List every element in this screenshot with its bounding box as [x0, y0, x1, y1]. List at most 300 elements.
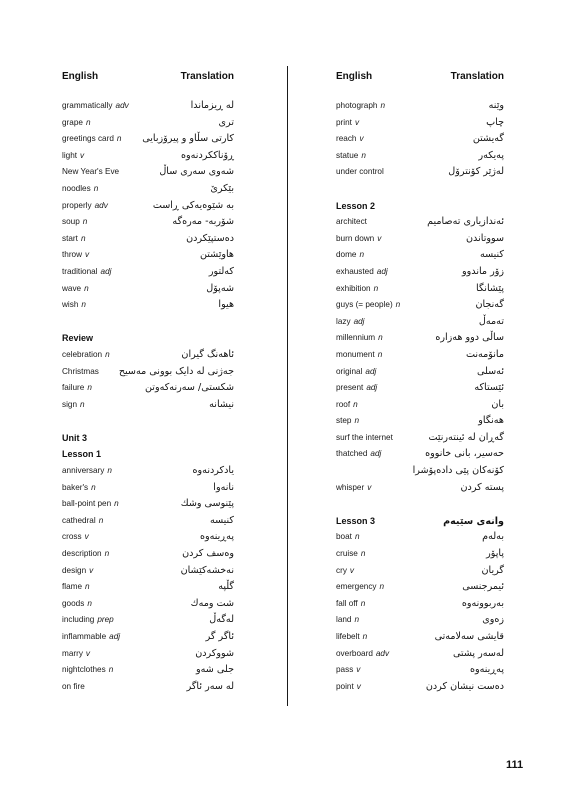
glossary-entry — [336, 364, 504, 381]
term-word: ball-point pen — [62, 499, 112, 509]
english-term — [62, 98, 129, 115]
glossary-entry — [336, 430, 504, 447]
translation-text: گڵپە — [218, 581, 234, 593]
term-word: wish — [62, 300, 79, 310]
translation-text: گەیشتن — [472, 133, 504, 145]
english-term — [62, 596, 92, 613]
glossary-entry — [62, 397, 234, 414]
part-of-speech: n — [353, 399, 358, 409]
section-heading-row — [336, 513, 504, 530]
translation-text: قایشی سەلامەتی — [434, 631, 504, 642]
glossary-entry — [336, 281, 504, 298]
translation-text: کەلتور — [208, 265, 234, 277]
glossary-entry — [336, 231, 504, 248]
term-word: reach — [336, 134, 357, 144]
term-word: flame — [62, 582, 83, 592]
glossary-entry — [336, 612, 504, 629]
glossary-entry — [62, 380, 234, 397]
part-of-speech: n — [360, 549, 366, 559]
part-of-speech: v — [359, 134, 364, 144]
english-term — [336, 364, 376, 381]
glossary-entry — [62, 347, 234, 364]
glossary-entry — [336, 529, 504, 546]
term-word: whisper — [336, 482, 365, 492]
glossary-entry — [336, 131, 504, 148]
english-term — [62, 364, 99, 381]
part-of-speech: n — [98, 515, 104, 525]
english-term — [336, 281, 378, 298]
part-of-speech: n — [82, 217, 88, 227]
term-word: noodles — [62, 183, 91, 193]
glossary-entry — [336, 264, 504, 281]
glossary-entry — [336, 629, 504, 646]
term-word: overboard — [336, 648, 373, 658]
term-word: burn down — [336, 233, 375, 243]
glossary-entry — [62, 297, 234, 314]
part-of-speech: n — [116, 134, 122, 144]
english-term — [336, 430, 393, 447]
glossary-entry — [336, 446, 504, 463]
term-word: point — [336, 681, 354, 691]
english-term — [62, 247, 89, 264]
glossary-entry — [62, 98, 234, 115]
english-term — [62, 496, 119, 513]
part-of-speech: n — [108, 665, 114, 675]
translation-text: تری — [218, 116, 234, 128]
term-word: throw — [62, 250, 83, 260]
part-of-speech: prep — [97, 615, 114, 625]
part-of-speech: n — [91, 482, 96, 492]
english-term — [336, 264, 388, 281]
english-header: English — [336, 71, 373, 82]
part-of-speech: n — [87, 383, 92, 393]
glossary-entry — [336, 546, 504, 563]
part-of-speech: v — [367, 482, 372, 492]
part-of-speech: adv — [375, 648, 390, 658]
english-term — [336, 446, 381, 463]
translation-text: بەلەم — [482, 531, 504, 543]
part-of-speech: n — [85, 582, 90, 592]
glossary-entry — [336, 330, 504, 347]
english-term — [62, 513, 103, 530]
section-heading-translation: وانەی سێیەم — [443, 515, 504, 527]
translation-text: بان — [491, 398, 504, 410]
part-of-speech: adj — [370, 449, 382, 459]
english-term — [336, 529, 360, 546]
english-term — [336, 662, 360, 679]
english-term — [336, 314, 365, 331]
glossary-entry — [336, 214, 504, 231]
glossary-entry — [62, 496, 234, 513]
translation-text: دەست نیشان کردن — [425, 680, 504, 692]
translation-text: ئێستاکە — [474, 382, 504, 394]
term-word: soup — [62, 217, 80, 227]
term-word: nightclothes — [62, 665, 106, 675]
glossary-entry — [336, 148, 504, 165]
english-term — [336, 231, 381, 248]
english-term — [62, 679, 85, 696]
translation-text: جلی شەو — [196, 664, 234, 676]
glossary-entry-continuation — [336, 463, 504, 480]
part-of-speech: v — [80, 150, 85, 160]
translation-text: ڕۆناککردنەوە — [181, 149, 234, 161]
term-word: original — [336, 366, 363, 376]
translation-text: لەژێر کۆنترۆل — [448, 166, 504, 178]
spacer — [336, 181, 504, 198]
english-term — [336, 98, 385, 115]
translation-text: پێنوسی وشك — [180, 498, 234, 510]
translation-text: ساڵی دوو هەزارە — [435, 332, 504, 344]
term-word: cry — [336, 565, 347, 575]
translation-text: پەیکەر — [478, 149, 504, 161]
english-term — [336, 679, 361, 696]
english-term — [62, 148, 84, 165]
translation-text: کارتی سڵاو و پیرۆزبایی — [142, 133, 234, 145]
english-term — [62, 662, 113, 679]
glossary-entry — [336, 596, 504, 613]
part-of-speech: n — [360, 598, 366, 608]
translation-text: بە شێوەیەکی ڕاست — [152, 199, 234, 211]
glossary-entry — [62, 115, 234, 132]
term-word: description — [62, 549, 102, 559]
english-term — [336, 148, 366, 165]
translation-text: دەستپێکردن — [186, 232, 234, 244]
part-of-speech: adj — [100, 266, 112, 276]
translation-text: پەڕینەوە — [199, 531, 234, 543]
section-heading: Lesson 2 — [336, 200, 376, 211]
glossary-entry — [336, 314, 504, 331]
term-word: grammatically — [62, 101, 113, 110]
translation-text: جەژنی لە دایک بوونی مەسیح — [118, 365, 234, 377]
translation-text: نانەوا — [213, 481, 234, 493]
term-word: millennium — [336, 333, 376, 343]
glossary-entry — [62, 596, 234, 613]
part-of-speech: n — [380, 101, 385, 110]
term-word: sign — [62, 399, 78, 409]
term-word: statue — [336, 150, 359, 160]
part-of-speech: n — [105, 349, 110, 359]
english-term — [62, 646, 90, 663]
english-term — [336, 115, 359, 132]
english-term — [62, 579, 90, 596]
english-term — [62, 397, 85, 414]
part-of-speech: n — [373, 283, 379, 293]
translation-text: گەنجان — [475, 299, 504, 311]
glossary-entry — [62, 214, 234, 231]
glossary-entry — [62, 164, 234, 181]
translation-text: بەربوونەوە — [461, 597, 504, 609]
english-term — [62, 380, 92, 397]
left-glossary-column — [62, 70, 234, 695]
translation-text: لەسەر پشتی — [452, 647, 504, 659]
left-entry-list — [62, 98, 234, 695]
translation-header: Translation — [450, 71, 504, 82]
translation-text: ئەندازیاری تەصامیم — [427, 216, 504, 228]
translation-text: هەنگاو — [478, 415, 504, 427]
part-of-speech: n — [87, 598, 92, 608]
glossary-entry — [336, 413, 504, 430]
translation-text: ئەسلی — [476, 365, 504, 377]
part-of-speech: adj — [366, 383, 378, 393]
english-term — [336, 214, 367, 231]
part-of-speech: n — [359, 250, 365, 260]
term-word: lifebelt — [336, 632, 360, 641]
translation-text: لەگەڵ — [209, 614, 234, 626]
term-word: cathedral — [62, 515, 96, 525]
glossary-entry — [336, 397, 504, 414]
glossary-entry — [336, 297, 504, 314]
part-of-speech: v — [356, 681, 361, 691]
part-of-speech: v — [84, 532, 89, 542]
glossary-entry — [62, 480, 234, 497]
term-word: start — [62, 233, 78, 243]
part-of-speech: adv — [94, 200, 108, 210]
translation-text: حەسیر، بانی خانووە — [425, 448, 504, 460]
part-of-speech: n — [104, 549, 110, 559]
glossary-entry — [62, 148, 234, 165]
glossary-entry — [336, 115, 504, 132]
glossary-entry — [336, 98, 504, 115]
translation-text: نەخشەکێشان — [180, 564, 234, 576]
glossary-entry — [62, 231, 234, 248]
term-word: surf the internet — [336, 432, 393, 442]
term-word: grape — [62, 117, 83, 127]
glossary-entry — [62, 612, 234, 629]
english-term — [62, 629, 120, 646]
translation-text: ئاگر گر — [205, 631, 234, 642]
glossary-entry — [336, 164, 504, 181]
term-word: on fire — [62, 681, 85, 691]
term-word: present — [336, 383, 364, 393]
translation-text: چاپ — [486, 116, 504, 128]
translation-text: نیشانە — [209, 398, 234, 410]
english-term — [336, 612, 359, 629]
translation-text: زەوی — [482, 614, 504, 626]
english-term — [336, 413, 359, 430]
translation-text: کۆنەکان پێی دادەپۆشرا — [412, 465, 504, 477]
glossary-entry — [62, 281, 234, 298]
term-word: traditional — [62, 266, 98, 276]
english-term — [336, 646, 389, 663]
section-heading: Lesson 3 — [336, 515, 376, 526]
translation-text: یادکردنەوە — [192, 465, 234, 477]
english-term — [62, 164, 119, 181]
translation-text: وێنە — [488, 100, 504, 111]
part-of-speech: n — [84, 283, 89, 293]
term-word: architect — [336, 217, 367, 227]
spacer — [336, 496, 504, 513]
term-word: cross — [62, 532, 82, 542]
term-word: step — [336, 416, 352, 426]
translation-text: پێشانگا — [476, 282, 504, 294]
english-term — [62, 347, 110, 364]
english-term — [62, 131, 121, 148]
part-of-speech: n — [361, 150, 366, 160]
english-term — [62, 546, 109, 563]
term-word: under control — [336, 167, 384, 177]
term-word: greetings card — [62, 134, 114, 144]
term-word: guys (= people) — [336, 300, 393, 310]
translation-text: لە ڕیزماندا — [190, 100, 234, 111]
glossary-entry — [62, 563, 234, 580]
term-word: photograph — [336, 101, 378, 110]
glossary-entry — [336, 662, 504, 679]
part-of-speech: n — [377, 349, 383, 359]
part-of-speech: n — [107, 466, 112, 476]
english-term — [336, 131, 364, 148]
spacer — [62, 413, 234, 430]
glossary-entry — [62, 247, 234, 264]
english-term — [336, 347, 382, 364]
translation-text: گەڕان لە ئینتەرنێت — [428, 431, 504, 443]
part-of-speech: adj — [365, 366, 377, 376]
glossary-entry — [62, 629, 234, 646]
translation-text: شکستی/ سەرنەکەوتن — [144, 382, 234, 394]
term-word: baker's — [62, 482, 89, 492]
part-of-speech: n — [80, 399, 85, 409]
translation-text: زۆر ماندوو — [462, 265, 504, 277]
term-word: failure — [62, 383, 85, 393]
english-term — [336, 480, 371, 497]
glossary-entry — [62, 513, 234, 530]
translation-text: کنیسە — [479, 249, 504, 261]
glossary-entry — [62, 198, 234, 215]
translation-text: ئیمرجنسی — [462, 581, 504, 593]
term-word: Christmas — [62, 366, 99, 376]
term-word: exhausted — [336, 266, 374, 276]
glossary-entry — [62, 181, 234, 198]
english-term — [62, 264, 111, 281]
part-of-speech: n — [80, 233, 86, 243]
english-term — [62, 529, 89, 546]
part-of-speech: v — [377, 233, 382, 243]
english-term — [336, 546, 365, 563]
part-of-speech: n — [395, 300, 401, 310]
term-word: inflammable — [62, 632, 107, 641]
page-number: 111 — [506, 759, 524, 771]
part-of-speech: v — [349, 565, 355, 575]
translation-text: پستە کردن — [460, 481, 504, 493]
glossary-entry — [62, 463, 234, 480]
term-word: roof — [336, 399, 351, 409]
part-of-speech: n — [378, 333, 383, 343]
glossary-entry — [62, 529, 234, 546]
english-term — [336, 164, 384, 181]
part-of-speech: n — [114, 499, 119, 509]
glossary-entry — [62, 546, 234, 563]
term-word: light — [62, 150, 78, 160]
term-word: boat — [336, 532, 352, 542]
section-heading: Unit 3 — [62, 432, 88, 443]
translation-text: مانۆمەنت — [465, 348, 504, 360]
part-of-speech: adj — [109, 632, 121, 641]
translation-text: هیوا — [218, 299, 234, 311]
spacer — [62, 314, 234, 331]
glossary-entry — [336, 347, 504, 364]
right-entry-list — [336, 98, 504, 695]
term-word: land — [336, 615, 352, 625]
translation-text: سووتاندن — [466, 232, 504, 244]
glossary-entry — [336, 247, 504, 264]
translation-text: شۆربە- مەرەگە — [172, 216, 234, 228]
part-of-speech: v — [89, 565, 94, 575]
english-term — [62, 115, 91, 132]
part-of-speech: n — [354, 532, 360, 542]
english-term — [62, 563, 93, 580]
term-word: print — [336, 117, 352, 127]
part-of-speech: n — [362, 632, 368, 641]
english-term — [336, 330, 383, 347]
term-word: design — [62, 565, 87, 575]
part-of-speech: n — [85, 117, 91, 127]
glossary-entry — [62, 646, 234, 663]
column-divider — [287, 66, 288, 706]
part-of-speech: adj — [376, 266, 388, 276]
english-header: English — [62, 71, 99, 82]
term-word: dome — [336, 250, 357, 260]
english-term — [62, 612, 114, 629]
glossary-entry — [336, 380, 504, 397]
english-term — [336, 596, 365, 613]
english-term — [336, 563, 354, 580]
translation-text: وەسف کردن — [182, 548, 234, 560]
translation-text: شەپۆل — [206, 282, 234, 294]
right-glossary-column — [336, 70, 504, 695]
term-word: exhibition — [336, 283, 371, 293]
translation-text: هاوێشتن — [199, 249, 234, 261]
glossary-entry — [62, 364, 234, 381]
english-term — [336, 297, 400, 314]
english-term — [62, 281, 89, 298]
section-heading: Lesson 1 — [62, 449, 102, 460]
glossary-entry — [336, 679, 504, 696]
part-of-speech: n — [354, 416, 360, 426]
part-of-speech: adv — [115, 101, 129, 110]
translation-text: شووکردن — [195, 647, 234, 659]
term-word: anniversary — [62, 466, 105, 476]
part-of-speech: v — [85, 648, 91, 658]
glossary-entry — [62, 131, 234, 148]
translation-text: گریان — [481, 564, 504, 576]
glossary-entry — [62, 679, 234, 696]
term-word: cruise — [336, 549, 358, 559]
english-term — [62, 214, 87, 231]
term-word: thatched — [336, 449, 368, 459]
section-heading: Review — [62, 333, 94, 344]
glossary-entry — [336, 579, 504, 596]
translation-text: تەمەڵ — [478, 315, 504, 327]
english-term — [336, 629, 367, 646]
translation-header: Translation — [180, 71, 234, 82]
part-of-speech: adj — [353, 316, 365, 326]
term-word: New Year's Eve — [62, 167, 120, 177]
english-term — [336, 579, 384, 596]
glossary-entry — [62, 662, 234, 679]
term-word: fall off — [336, 598, 358, 608]
glossary-entry — [62, 264, 234, 281]
translation-text: ئاهەنگ گیران — [181, 348, 234, 360]
term-word: lazy — [336, 316, 351, 326]
term-word: goods — [62, 598, 85, 608]
english-term — [62, 480, 96, 497]
term-word: wave — [62, 283, 82, 293]
glossary-entry — [62, 579, 234, 596]
right-column-header — [336, 70, 504, 84]
part-of-speech: n — [93, 183, 99, 193]
term-word: including — [62, 615, 95, 625]
english-term — [336, 247, 364, 264]
translation-text: شەوی سەری ساڵ — [159, 166, 234, 178]
